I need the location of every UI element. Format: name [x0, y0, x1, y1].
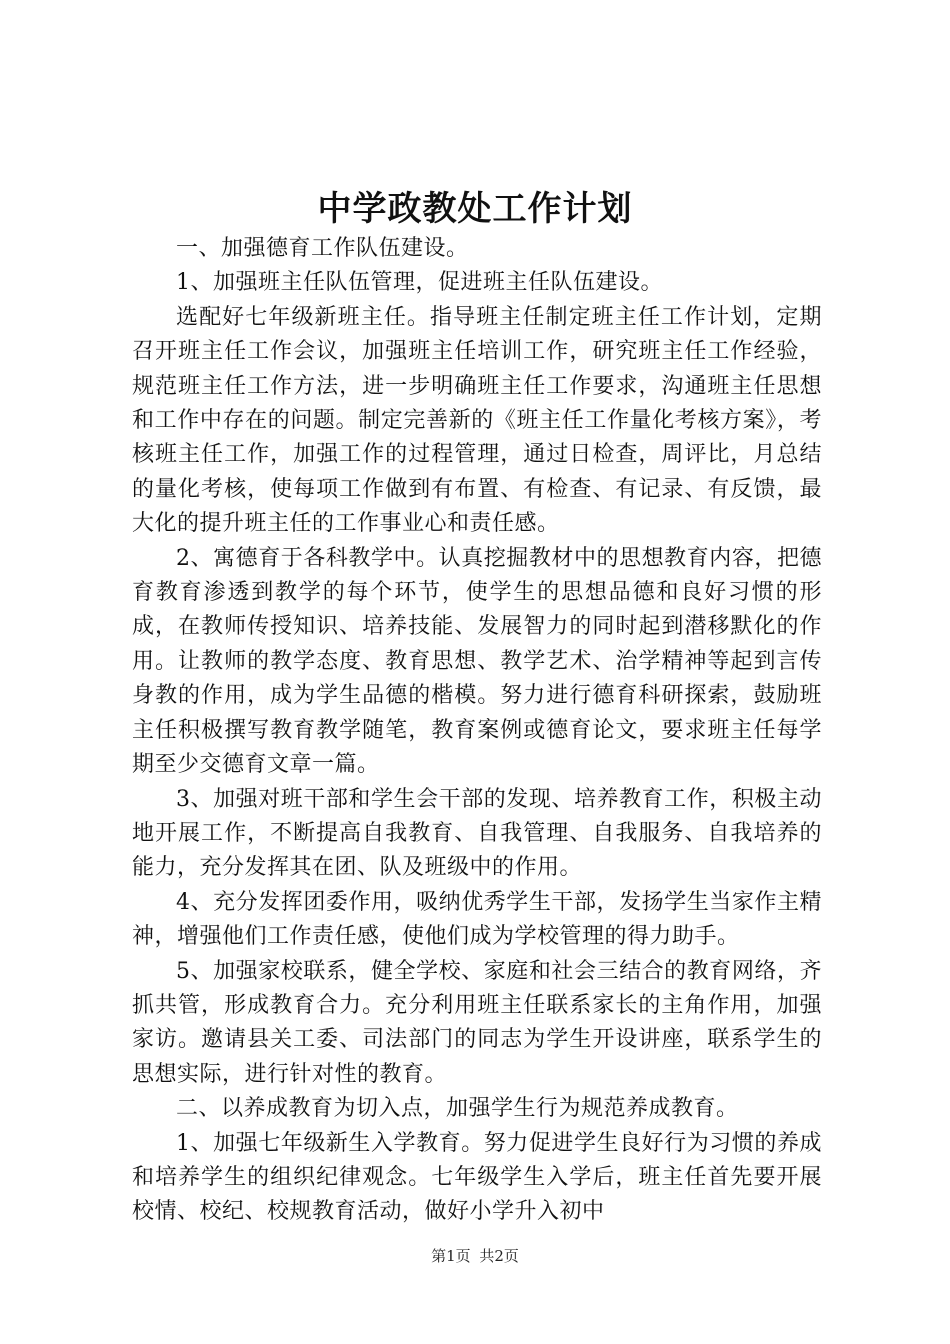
paragraph: 4、充分发挥团委作用，吸纳优秀学生干部，发扬学生当家作主精神，增强他们工作责任感，使他们成为学校管理的得力助手。: [132, 889, 822, 950]
paragraph: 1、加强班主任队伍管理，促进班主任队伍建设。: [176, 270, 663, 296]
document-title: 中学政教处工作计划: [317, 189, 633, 229]
page-footer: [0, 1245, 950, 1267]
paragraph: 一、加强德育工作队伍建设。: [176, 236, 469, 261]
paragraph: 选配好七年级新班主任。指导班主任制定班主任工作计划，定期召开班主任工作会议，加强班主任培训工作，研究班主任工作经验，规范班主任工作方法，进一步明确班主任工作要求，沟通班主任思想和工作中存在的问题。制定完善新的《班主任工作量化考核方案》，考核班主任工作，加强工作的过程管理，通过日检查，周评比，月总结的量化考核，使每项工作做到有布置、有检查、有记录、有反馈，最大化的提升班主任的工作事业心和责任感。: [132, 304, 822, 537]
paragraph: 1、加强七年级新生入学教育。努力促进学生良好行为习惯的养成和培养学生的组织纪律观念。七年级学生入学后，班主任首先要开展校情、校纪、校规教育活动，做好小学升入初中: [132, 1130, 822, 1225]
paragraph: 5、加强家校联系，健全学校、家庭和社会三结合的教育网络，齐抓共管，形成教育合力。充分利用班主任联系家长的主角作用，加强家访。邀请县关工委、司法部门的同志为学生开设讲座，联系学生的思想实际，进行针对性的教育。: [132, 958, 822, 1087]
page-number: 第1页: [431, 1247, 471, 1265]
document-body: [132, 232, 822, 1230]
paragraph: 2、寓德育于各科教学中。认真挖掘教材中的思想教育内容，把德育教育渗透到教学的每个环节，使学生的思想品德和良好习惯的形成，在教师传授知识、培养技能、发展智力的同时起到潜移默化的作用。让教师的教学态度、教育思想、教学艺术、治学精神等起到言传身教的作用，成为学生品德的楷模。努力进行德育科研探索，鼓励班主任积极撰写教育教学随笔，教育案例或德育论文，要求班主任每学期至少交德育文章一篇。: [132, 545, 822, 778]
paragraph: 3、加强对班干部和学生会干部的发现、培养教育工作，积极主动地开展工作，不断提高自我教育、自我管理、自我服务、自我培养的能力，充分发挥其在团、队及班级中的作用。: [132, 786, 822, 881]
page-total: 共2页: [479, 1247, 519, 1265]
paragraph: 二、以养成教育为切入点，加强学生行为规范养成教育。: [176, 1096, 739, 1122]
